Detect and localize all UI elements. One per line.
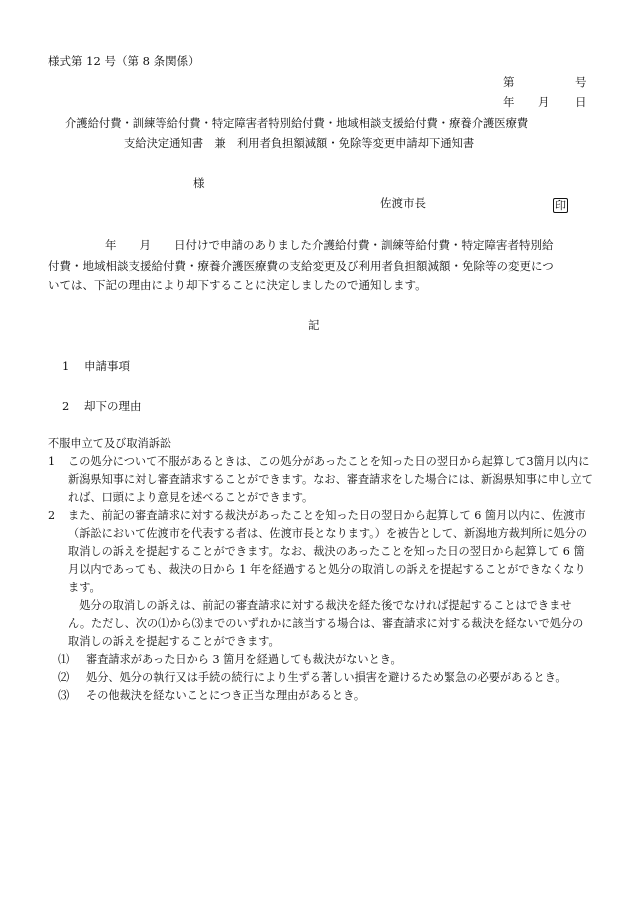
body-line-1: 年 月 日付けで申請のありました介護給付費・訓練等給付費・特定障害者特別給: [105, 238, 554, 252]
addressee-suffix: 様: [193, 176, 205, 190]
objection-subitem-2: [48, 669, 593, 687]
subitem-2-number: ⑵: [58, 671, 70, 684]
seal-mark: [553, 196, 568, 215]
date-day: 日: [575, 95, 587, 109]
objection-subitem-1: [48, 651, 593, 669]
doc-number-suffix: 号: [575, 75, 587, 89]
section2-label: 却下の理由: [84, 399, 142, 413]
objection-item-1: [48, 453, 593, 507]
objection-heading: 不服申立て及び取消訴訟: [48, 437, 172, 450]
body-line-3: いては、下記の理由により却下することに決定しましたので通知します。: [48, 278, 427, 292]
item-2-number: 2: [48, 509, 56, 522]
form-number: 様式第 12 号（第 8 条関係）: [48, 54, 200, 68]
ki-heading: 記: [308, 318, 320, 332]
date-month: 月: [538, 95, 550, 109]
item-2-text: また、前記の審査請求に対する裁決があったことを知った日の翌日から起算して 6 箇月以内に、佐渡市（訴訟において佐渡市を代表する者は、佐渡市長となります。）を被告として、新潟地方裁判所に処分の取消しの訴えを提起することができます。なお、裁決のあったことを知った日の翌日から起算して 6 箇月以内であっても、裁決の日から 1 年を経過すると処分の取消しの訴えを提起することができなくなります。: [68, 509, 588, 594]
subitem-1-text: 審査請求があった日から 3 箇月を経過しても裁決がないとき。: [86, 653, 402, 666]
issuer: 佐渡市長: [380, 196, 426, 210]
subitem-3-number: ⑶: [58, 689, 70, 702]
document-title-line2: 支給決定通知書 兼 利用者負担額減額・免除等変更申請却下通知書: [124, 137, 475, 150]
date-year: 年: [503, 95, 515, 109]
body-line-2: 付費・地域相談支援給付費・療養介護医療費の支給変更及び利用者負担額減額・免除等の変更につ: [48, 259, 554, 273]
section2-number: 2: [62, 399, 70, 413]
document-title-line1: 介護給付費・訓練等給付費・特定障害者特別給付費・地域相談支援給付費・療養介護医療費: [65, 117, 529, 130]
item-1-text: この処分について不服があるときは、この処分があったことを知った日の翌日から起算して3箇月以内に新潟県知事に対し審査請求することができます。なお、審査請求をした場合には、新潟県知事に申し立てれば、口頭により意見を述べることができます。: [68, 455, 593, 504]
section1-number: 1: [62, 359, 70, 373]
subitem-3-text: その他裁決を経ないことにつき正当な理由があるとき。: [86, 689, 366, 702]
item-1-number: 1: [48, 455, 56, 468]
objection-subitem-3: [48, 687, 593, 705]
subitem-1-number: ⑴: [58, 653, 70, 666]
seal-label: 印: [555, 199, 566, 212]
doc-number-label: 第: [503, 75, 515, 89]
section1-label: 申請事項: [84, 359, 130, 373]
objection-section: [48, 435, 593, 705]
objection-item-2: [48, 507, 593, 597]
objection-item-2-paragraph-2: 処分の取消しの訴えは、前記の審査請求に対する裁決を経た後でなければ提起することはできません。ただし、次の⑴から⑶までのいずれかに該当する場合は、審査請求に対する裁決を経ないで処分の取消しの訴えを提起することができます。: [68, 599, 584, 648]
subitem-2-text: 処分、処分の執行又は手続の続行により生ずる著しい損害を避けるため緊急の必要があるとき。: [86, 671, 567, 684]
